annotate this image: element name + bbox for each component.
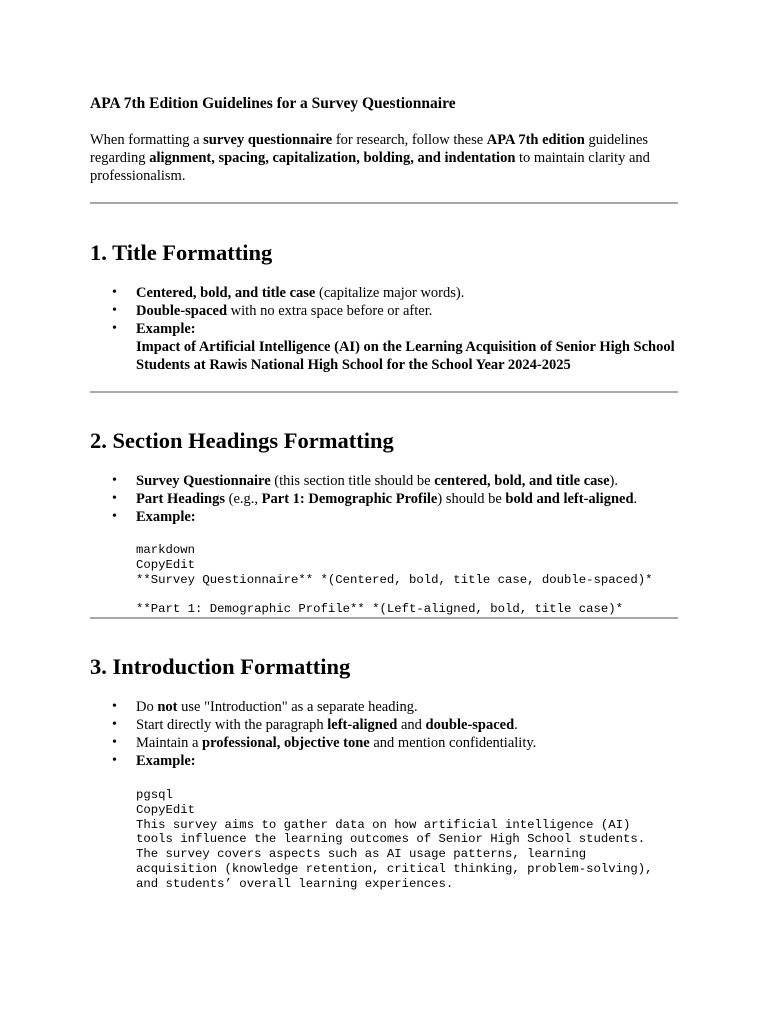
list-item-bold: Part Headings — [136, 491, 226, 507]
list-item-text: (this section title should be — [270, 473, 435, 489]
list-item-text: and mention confidentiality. — [369, 735, 537, 751]
list-item-text: Do — [136, 699, 158, 715]
list-item-text: . — [633, 491, 638, 507]
list-item — [112, 508, 678, 526]
list-item-text: with no extra space before or after. — [227, 303, 433, 319]
bullet-icon: • — [112, 735, 117, 750]
horizontal-rule — [90, 617, 678, 619]
bullet-icon: • — [112, 473, 117, 488]
bullet-icon: • — [112, 303, 117, 318]
list-item-text: . — [514, 717, 518, 733]
list-item-bold: Centered, bold, and title case — [136, 285, 316, 301]
list-item — [112, 320, 678, 374]
code-example-section-headings: markdown CopyEdit **Survey Questionnaire** *(Centered, bold, title case, double-spaced)* **Part 1: Demographic Profile** *(Left-aligned, bold, title case)* — [136, 543, 653, 617]
list-item-text: use "Introduction" as a separate heading. — [177, 699, 418, 715]
example-label: Example: — [136, 321, 196, 337]
horizontal-rule — [90, 391, 678, 393]
list-item-text: ). — [609, 473, 618, 489]
bullet-icon: • — [112, 285, 117, 300]
horizontal-rule — [90, 202, 678, 204]
list-item-bold: professional, objective tone — [202, 735, 370, 751]
list-item-bold: not — [157, 699, 178, 715]
section-heading-introduction: 3. Introduction Formatting — [90, 654, 351, 679]
example-title: Impact of Artificial Intelligence (AI) on the Learning Acquisition of Senior High School Students at Rawis National High School for the School Year 2024-2025 — [136, 339, 675, 373]
code-example-introduction: pgsql CopyEdit This survey aims to gather data on how artificial intelligence (AI) tools influence the learning outcomes of Senior High School students. The survey covers aspects such as AI usage patterns, learning acquisition (knowledge retention, critical thinking, problem-solving), and students’ overall learning experiences. — [136, 788, 653, 891]
list-item-bold: Part 1: Demographic Profile — [261, 491, 438, 507]
list-item — [112, 490, 678, 508]
intro-bold-text: survey questionnaire — [203, 132, 333, 148]
bullet-icon: • — [112, 699, 117, 714]
bullet-icon: • — [112, 509, 117, 524]
list-item — [112, 716, 678, 734]
list-item-text: Start directly with the paragraph — [136, 717, 328, 733]
list-item — [112, 472, 678, 490]
list-item-text: Maintain a — [136, 735, 203, 751]
list-item-bold: Double-spaced — [136, 303, 228, 319]
document-title: APA 7th Edition Guidelines for a Survey Questionnaire — [90, 95, 456, 112]
section-2-list — [90, 472, 678, 526]
list-item — [112, 752, 678, 770]
section-heading-section-headings: 2. Section Headings Formatting — [90, 428, 394, 453]
example-label: Example: — [136, 753, 196, 769]
intro-bold-text: APA 7th edition — [486, 132, 585, 148]
intro-paragraph — [90, 131, 678, 185]
example-label: Example: — [136, 509, 196, 525]
intro-bold-text: alignment, spacing, capitalization, bolding, and indentation — [149, 150, 516, 166]
intro-text: to maintain clarity and professionalism. — [90, 150, 650, 184]
bullet-icon: • — [112, 753, 117, 768]
bullet-icon: • — [112, 491, 117, 506]
list-item — [112, 284, 678, 302]
list-item — [112, 734, 678, 752]
list-item-bold: bold and left-aligned — [505, 491, 634, 507]
bullet-icon: • — [112, 717, 117, 732]
list-item-bold: Survey Questionnaire — [136, 473, 271, 489]
list-item-text: (capitalize major words). — [315, 285, 465, 301]
bullet-icon: • — [112, 321, 117, 336]
list-item-text: ) should be — [437, 491, 506, 507]
list-item-bold: centered, bold, and title case — [434, 473, 610, 489]
list-item-text: (e.g., — [225, 491, 262, 507]
list-item-bold: left-aligned — [327, 717, 398, 733]
intro-text: for research, follow these — [332, 132, 487, 148]
section-heading-title-formatting: 1. Title Formatting — [90, 240, 273, 265]
list-item-bold: double-spaced — [425, 717, 515, 733]
section-3-list — [90, 698, 678, 770]
section-1-list — [90, 284, 678, 374]
intro-text: guidelines regarding — [90, 132, 649, 166]
list-item-text: and — [397, 717, 426, 733]
intro-text: When formatting a — [90, 132, 204, 148]
list-item — [112, 698, 678, 716]
list-item — [112, 302, 678, 320]
